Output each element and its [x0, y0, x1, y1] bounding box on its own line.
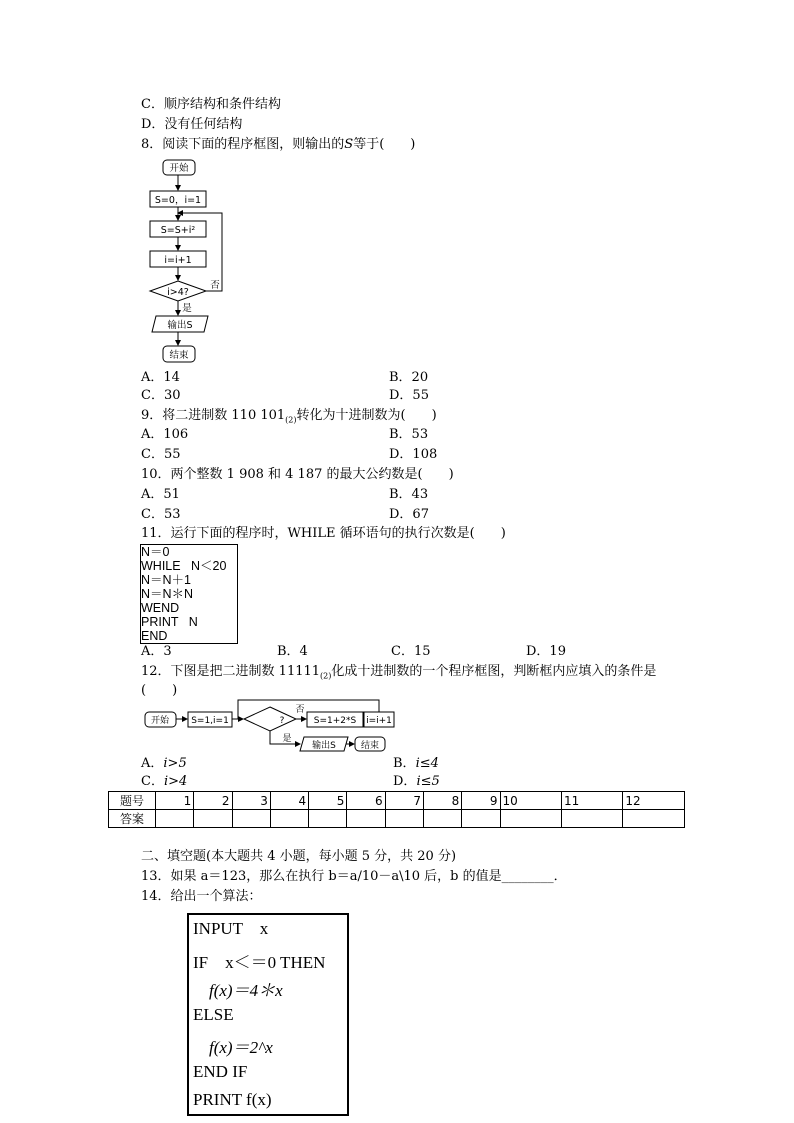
q10-option-b: B．43	[389, 487, 429, 502]
q14-stem: 14．给出一个算法：	[141, 889, 262, 904]
answer-cell[interactable]	[561, 810, 622, 828]
q8-cond-label: i>4?	[167, 287, 189, 298]
q8-stem: 8．阅读下面的程序框图，则输出的S等于( )	[141, 137, 416, 152]
answer-table	[108, 791, 685, 828]
answer-table-cell: 1	[156, 792, 194, 810]
answer-cell[interactable]	[232, 810, 270, 828]
q12-incr-label: i=i+1	[366, 716, 392, 726]
q11-option-b: B．4	[277, 644, 308, 659]
q14-code-line: f(x)＝2^x	[209, 1038, 273, 1057]
answer-cell[interactable]	[462, 810, 500, 828]
q10-option-d: D．67	[389, 507, 429, 522]
answer-cell[interactable]	[500, 810, 561, 828]
q8-no-label: 否	[210, 280, 220, 291]
q8-option-c: C．30	[141, 388, 181, 403]
answer-table-cell: 6	[347, 792, 385, 810]
q8-option-b: B．20	[389, 370, 429, 385]
answer-cell[interactable]	[156, 810, 194, 828]
q12-yes-label: 是	[282, 734, 292, 744]
section2-heading: 二、填空题(本大题共 4 小题，每小题 5 分，共 20 分)	[141, 849, 457, 864]
q12-cond-node	[244, 707, 296, 731]
q12-flowchart	[140, 698, 400, 756]
answer-table-cell: 7	[385, 792, 423, 810]
answer-cell[interactable]	[423, 810, 461, 828]
q12-option-b: B．i≤4	[393, 756, 439, 771]
q9-option-b: B．53	[389, 427, 429, 442]
q10-option-a: A．51	[141, 487, 180, 502]
q8-end-label: 结束	[169, 350, 189, 361]
q13-text: 13．如果 a＝123，那么在执行 b＝a/10－a\10 后，b 的值是________．	[141, 869, 567, 884]
answer-table-cell: 9	[462, 792, 500, 810]
q11-code-line: WHILE N＜20	[141, 559, 227, 573]
q11-stem: 11．运行下面的程序时，WHILE 循环语句的执行次数是( )	[141, 526, 506, 541]
q14-code-line: INPUT x	[193, 919, 269, 938]
answer-table-number-row	[109, 792, 685, 810]
q11-code-line: N＝N＊N	[141, 587, 194, 601]
q12-output-label: 输出S	[312, 741, 336, 751]
q11-code-line: N＝N＋1	[141, 573, 192, 587]
q9-option-a: A．106	[141, 427, 189, 442]
q11-option-d: D．19	[526, 644, 566, 659]
q12-cond-label: ?	[279, 716, 285, 726]
q11-code-line: WEND	[141, 601, 180, 615]
q7-option-d: D．没有任何结构	[141, 117, 243, 132]
q12-option-a: A．i>5	[141, 756, 187, 771]
answer-cell[interactable]	[347, 810, 385, 828]
q14-code-line: PRINT f(x)	[193, 1090, 272, 1109]
q12-stem-blank: ( )	[141, 683, 178, 698]
q11-code-line: END	[141, 629, 168, 643]
q14-code-line: END IF	[193, 1062, 248, 1081]
q12-stem: 12．下图是把二进制数 $11111_{(2)}$化成十进制数的一个程序框图，判断框内应填入的条件是	[141, 664, 657, 681]
answer-cell[interactable]	[385, 810, 423, 828]
q11-option-c: C．15	[391, 644, 431, 659]
answer-table-cell: 2	[194, 792, 232, 810]
answer-table-cell: 11	[561, 792, 622, 810]
answer-table-cell: 3	[232, 792, 270, 810]
answer-table-row-label: 题号	[109, 792, 156, 810]
q12-end-label: 结束	[360, 741, 380, 751]
q11-code-line: N＝0	[141, 545, 170, 559]
q8-option-d: D．55	[389, 388, 429, 403]
answer-table-cell: 10	[500, 792, 561, 810]
q8-option-a: A．14	[141, 370, 180, 385]
q8-body-label: S=S+i²	[160, 225, 196, 236]
q12-option-c: C．i>4	[141, 774, 188, 789]
q8-flowchart	[140, 158, 250, 370]
q12-body-label: S=1+2*S	[313, 716, 357, 726]
q8-output-label: 输出S	[167, 320, 193, 331]
q12-start-label: 开始	[150, 716, 170, 726]
answer-cell[interactable]	[194, 810, 232, 828]
q11-code-box	[140, 544, 238, 644]
q14-code-line: f(x)＝4＊x	[209, 981, 283, 1000]
q14-code-line: ELSE	[193, 1005, 234, 1024]
q10-option-c: C．53	[141, 507, 181, 522]
q12-no-label: 否	[295, 705, 305, 715]
q14-code-box	[187, 913, 349, 1116]
answer-cell[interactable]	[270, 810, 308, 828]
q14-code-line: IF x＜＝0 THEN	[193, 953, 326, 972]
answer-table-cell: 12	[623, 792, 685, 810]
answer-table-cell: 4	[270, 792, 308, 810]
q7-option-c: C．顺序结构和条件结构	[141, 97, 281, 112]
q8-init-label: S=0，i=1	[154, 195, 202, 206]
q8-start-label: 开始	[169, 163, 189, 174]
q12-init-label: S=1,i=1	[191, 716, 229, 726]
answer-cell[interactable]	[309, 810, 347, 828]
answer-table-row-label: 答案	[109, 810, 156, 828]
q8-incr-label: i=i+1	[164, 255, 192, 266]
answer-cell[interactable]	[623, 810, 685, 828]
q9-option-d: D．108	[389, 447, 438, 462]
answer-table-cell: 5	[309, 792, 347, 810]
q10-stem: 10．两个整数 1 908 和 4 187 的最大公约数是( )	[141, 467, 454, 482]
q12-option-d: D．i≤5	[393, 774, 440, 789]
q9-stem: 9．将二进制数 110 $101_{(2)}$转化为十进制数为( )	[141, 408, 437, 425]
q11-code-line: PRINT N	[141, 615, 198, 629]
answer-table-answer-row	[109, 810, 685, 828]
answer-table-cell: 8	[423, 792, 461, 810]
q8-yes-label: 是	[182, 303, 192, 314]
q11-option-a: A．3	[141, 644, 172, 659]
q9-option-c: C．55	[141, 447, 181, 462]
